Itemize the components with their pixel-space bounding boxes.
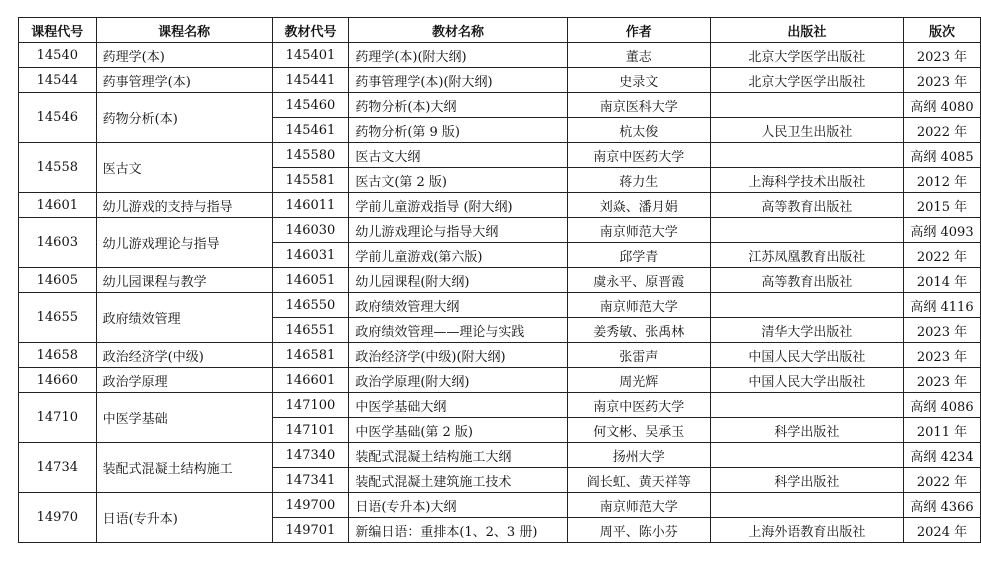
publisher-cell <box>710 93 903 118</box>
textbook-table <box>18 17 981 543</box>
book-code-cell: 146601 <box>272 368 349 393</box>
edition-cell: 2023 年 <box>903 43 980 68</box>
textbook-table-container <box>18 17 981 543</box>
table-row <box>19 43 981 68</box>
book-code-cell: 145461 <box>272 118 349 143</box>
course-name-cell: 装配式混凝土结构施工 <box>96 443 272 493</box>
author-cell: 杭太俊 <box>567 118 710 143</box>
header-book-code: 教材代号 <box>272 18 349 43</box>
course-code-cell: 14601 <box>19 193 97 218</box>
book-title-cell: 药物分析(第 9 版) <box>349 118 567 143</box>
publisher-cell: 江苏凤凰教育出版社 <box>710 243 903 268</box>
table-row <box>19 293 981 318</box>
course-name-cell: 医古文 <box>96 143 272 193</box>
book-code-cell: 147100 <box>272 393 349 418</box>
author-cell: 蒋力生 <box>567 168 710 193</box>
book-code-cell: 147101 <box>272 418 349 443</box>
book-code-cell: 147340 <box>272 443 349 468</box>
course-code-cell: 14544 <box>19 68 97 93</box>
course-name-cell: 政治经济学(中级) <box>96 343 272 368</box>
publisher-cell <box>710 443 903 468</box>
author-cell: 周平、陈小芬 <box>567 518 710 543</box>
publisher-cell: 北京大学医学出版社 <box>710 43 903 68</box>
publisher-cell: 高等教育出版社 <box>710 193 903 218</box>
book-code-cell: 146031 <box>272 243 349 268</box>
book-title-cell: 幼儿园课程(附大纲) <box>349 268 567 293</box>
course-code-cell: 14710 <box>19 393 97 443</box>
edition-cell: 2023 年 <box>903 343 980 368</box>
publisher-cell: 中国人民大学出版社 <box>710 343 903 368</box>
course-name-cell: 幼儿园课程与教学 <box>96 268 272 293</box>
edition-cell: 高纲 4080 <box>903 93 980 118</box>
author-cell: 董志 <box>567 43 710 68</box>
author-cell: 南京医科大学 <box>567 93 710 118</box>
book-code-cell: 149700 <box>272 493 349 518</box>
publisher-cell: 清华大学出版社 <box>710 318 903 343</box>
course-name-cell: 幼儿游戏的支持与指导 <box>96 193 272 218</box>
course-code-cell: 14970 <box>19 493 97 543</box>
book-code-cell: 145460 <box>272 93 349 118</box>
publisher-cell <box>710 293 903 318</box>
book-code-cell: 145580 <box>272 143 349 168</box>
book-title-cell: 政府绩效管理大纲 <box>349 293 567 318</box>
publisher-cell <box>710 393 903 418</box>
table-row <box>19 193 981 218</box>
edition-cell: 高纲 4366 <box>903 493 980 518</box>
edition-cell: 2015 年 <box>903 193 980 218</box>
book-title-cell: 学前儿童游戏(第六版) <box>349 243 567 268</box>
author-cell: 南京师范大学 <box>567 293 710 318</box>
table-body <box>19 43 981 543</box>
book-title-cell: 药理学(本)(附大纲) <box>349 43 567 68</box>
header-row <box>19 18 981 43</box>
course-name-cell: 药事管理学(本) <box>96 68 272 93</box>
header-edition: 版次 <box>903 18 980 43</box>
book-code-cell: 146581 <box>272 343 349 368</box>
table-row <box>19 143 981 168</box>
course-code-cell: 14660 <box>19 368 97 393</box>
book-title-cell: 幼儿游戏理论与指导大纲 <box>349 218 567 243</box>
author-cell: 南京中医药大学 <box>567 143 710 168</box>
book-code-cell: 146550 <box>272 293 349 318</box>
book-code-cell: 146030 <box>272 218 349 243</box>
edition-cell: 2022 年 <box>903 468 980 493</box>
edition-cell: 2022 年 <box>903 243 980 268</box>
book-title-cell: 政治学原理(附大纲) <box>349 368 567 393</box>
book-title-cell: 中医学基础大纲 <box>349 393 567 418</box>
book-title-cell: 装配式混凝土建筑施工技术 <box>349 468 567 493</box>
course-code-cell: 14605 <box>19 268 97 293</box>
publisher-cell: 中国人民大学出版社 <box>710 368 903 393</box>
course-code-cell: 14658 <box>19 343 97 368</box>
course-code-cell: 14540 <box>19 43 97 68</box>
book-title-cell: 新编日语：重排本(1、2、3 册) <box>349 518 567 543</box>
publisher-cell: 高等教育出版社 <box>710 268 903 293</box>
author-cell: 何文彬、吴承玉 <box>567 418 710 443</box>
edition-cell: 2014 年 <box>903 268 980 293</box>
author-cell: 虞永平、原晋霞 <box>567 268 710 293</box>
edition-cell: 高纲 4085 <box>903 143 980 168</box>
publisher-cell: 科学出版社 <box>710 418 903 443</box>
course-name-cell: 日语(专升本) <box>96 493 272 543</box>
table-row <box>19 393 981 418</box>
course-code-cell: 14734 <box>19 443 97 493</box>
author-cell: 周光辉 <box>567 368 710 393</box>
edition-cell: 2023 年 <box>903 68 980 93</box>
course-name-cell: 政治学原理 <box>96 368 272 393</box>
edition-cell: 2012 年 <box>903 168 980 193</box>
header-course-code: 课程代号 <box>19 18 97 43</box>
book-code-cell: 147341 <box>272 468 349 493</box>
edition-cell: 高纲 4086 <box>903 393 980 418</box>
table-row <box>19 93 981 118</box>
author-cell: 南京师范大学 <box>567 218 710 243</box>
book-title-cell: 医古文大纲 <box>349 143 567 168</box>
book-title-cell: 中医学基础(第 2 版) <box>349 418 567 443</box>
edition-cell: 2023 年 <box>903 368 980 393</box>
table-row <box>19 493 981 518</box>
book-code-cell: 146011 <box>272 193 349 218</box>
book-title-cell: 政治经济学(中级)(附大纲) <box>349 343 567 368</box>
publisher-cell <box>710 218 903 243</box>
course-code-cell: 14603 <box>19 218 97 268</box>
edition-cell: 2024 年 <box>903 518 980 543</box>
book-title-cell: 医古文(第 2 版) <box>349 168 567 193</box>
table-row <box>19 443 981 468</box>
header-book-title: 教材名称 <box>349 18 567 43</box>
book-title-cell: 药事管理学(本)(附大纲) <box>349 68 567 93</box>
book-code-cell: 145441 <box>272 68 349 93</box>
book-code-cell: 146051 <box>272 268 349 293</box>
table-row <box>19 68 981 93</box>
publisher-cell: 北京大学医学出版社 <box>710 68 903 93</box>
book-code-cell: 145581 <box>272 168 349 193</box>
course-code-cell: 14655 <box>19 293 97 343</box>
course-code-cell: 14546 <box>19 93 97 143</box>
book-title-cell: 装配式混凝土结构施工大纲 <box>349 443 567 468</box>
publisher-cell: 科学出版社 <box>710 468 903 493</box>
book-code-cell: 146551 <box>272 318 349 343</box>
author-cell: 邱学青 <box>567 243 710 268</box>
course-code-cell: 14558 <box>19 143 97 193</box>
course-name-cell: 政府绩效管理 <box>96 293 272 343</box>
author-cell: 姜秀敏、张禹林 <box>567 318 710 343</box>
book-title-cell: 学前儿童游戏指导 (附大纲) <box>349 193 567 218</box>
book-title-cell: 政府绩效管理——理论与实践 <box>349 318 567 343</box>
course-name-cell: 药理学(本) <box>96 43 272 68</box>
table-row <box>19 268 981 293</box>
author-cell: 史录文 <box>567 68 710 93</box>
table-row <box>19 343 981 368</box>
author-cell: 阎长虹、黄天祥等 <box>567 468 710 493</box>
book-code-cell: 149701 <box>272 518 349 543</box>
publisher-cell: 上海外语教育出版社 <box>710 518 903 543</box>
header-author: 作者 <box>567 18 710 43</box>
publisher-cell: 人民卫生出版社 <box>710 118 903 143</box>
author-cell: 刘焱、潘月娟 <box>567 193 710 218</box>
author-cell: 扬州大学 <box>567 443 710 468</box>
table-row <box>19 218 981 243</box>
author-cell: 南京中医药大学 <box>567 393 710 418</box>
publisher-cell <box>710 143 903 168</box>
header-course-name: 课程名称 <box>96 18 272 43</box>
edition-cell: 高纲 4234 <box>903 443 980 468</box>
edition-cell: 2022 年 <box>903 118 980 143</box>
edition-cell: 2023 年 <box>903 318 980 343</box>
header-publisher: 出版社 <box>710 18 903 43</box>
book-code-cell: 145401 <box>272 43 349 68</box>
course-name-cell: 药物分析(本) <box>96 93 272 143</box>
course-name-cell: 幼儿游戏理论与指导 <box>96 218 272 268</box>
book-title-cell: 药物分析(本)大纲 <box>349 93 567 118</box>
edition-cell: 高纲 4093 <box>903 218 980 243</box>
edition-cell: 高纲 4116 <box>903 293 980 318</box>
edition-cell: 2011 年 <box>903 418 980 443</box>
table-row <box>19 368 981 393</box>
publisher-cell <box>710 493 903 518</box>
book-title-cell: 日语(专升本)大纲 <box>349 493 567 518</box>
author-cell: 张雷声 <box>567 343 710 368</box>
course-name-cell: 中医学基础 <box>96 393 272 443</box>
publisher-cell: 上海科学技术出版社 <box>710 168 903 193</box>
author-cell: 南京师范大学 <box>567 493 710 518</box>
